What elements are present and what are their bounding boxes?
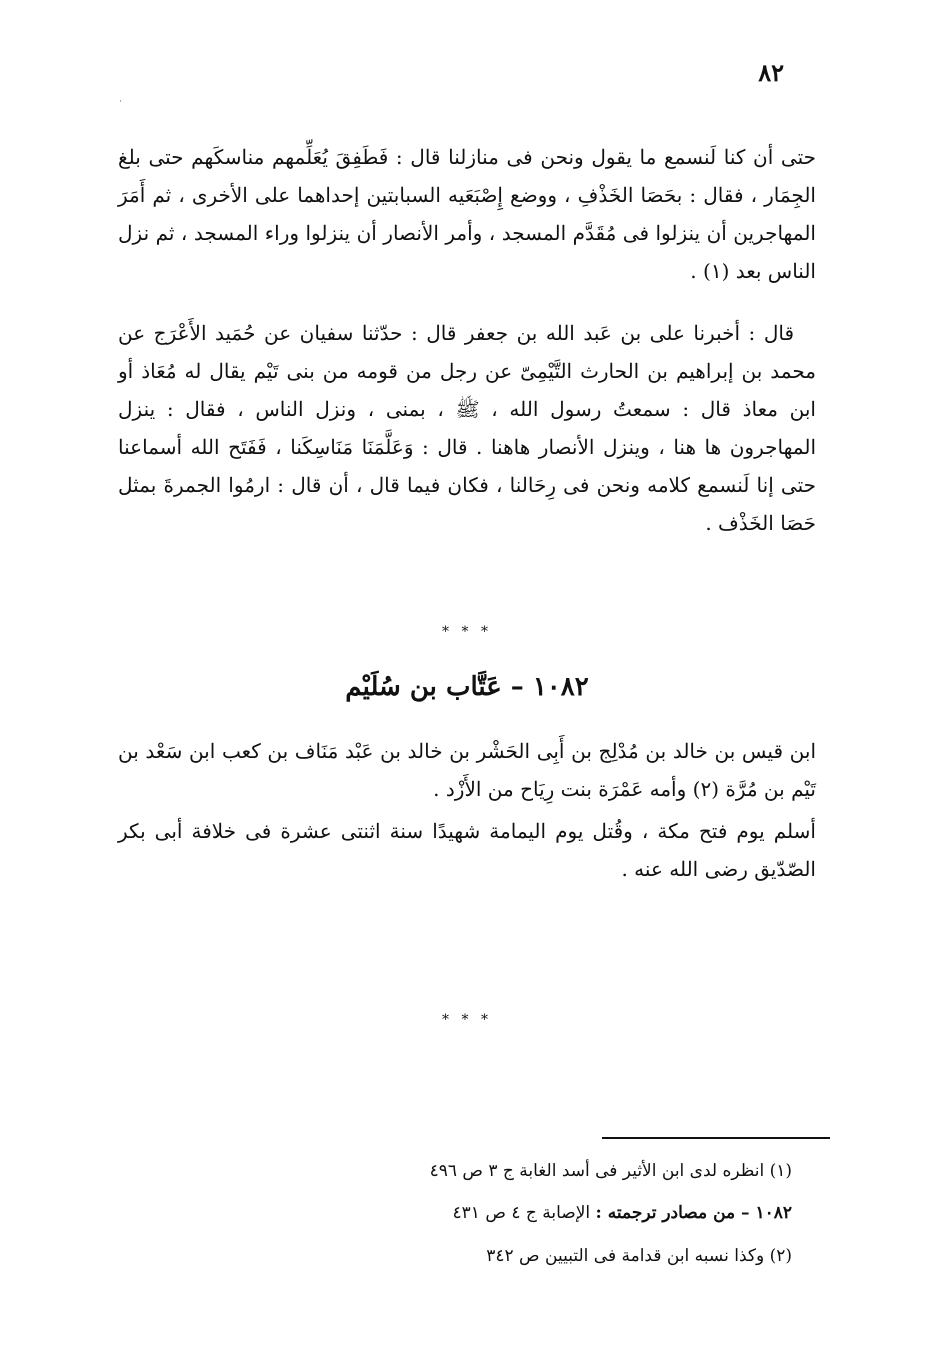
section-separator: * * * xyxy=(442,624,492,640)
page-number: ٨٢ xyxy=(758,58,784,87)
paragraph-text: ابن قيس بن خالد بن مُدْلِج بن أَبِى الحَشْر بن خالد بن عَبْد مَنَاف بن كعب ابن سَعْد بن تَيْم بن مُرَّة (٢) وأمه عَمْرَة بنت رِيَاح من الأَزْد . xyxy=(118,739,816,801)
footnote-sources-heading: ١٠٨٢ – من مصادر ترجمته : xyxy=(595,1203,792,1223)
scan-speck: ˙ xyxy=(118,100,123,111)
hadith-paragraph-2 xyxy=(118,314,816,542)
biography-paragraph-2 xyxy=(118,812,816,888)
paragraph-text: قال : أخبرنا على بن عَبد الله بن جعفر قال : حدّثنا سفيان عن حُمَيد الأَعْرَج عن محمد بن إبراهيم بن الحارث التَّيْمِىّ عن رجل من قومه من بنى تَيْم يقال له مُعَاذ أو ابن معاذ قال : سمعتُ رسول الله ، ﷺ ، بمنى ، ونزل الناس ، فقال : ينزل المهاجرون ها هنا ، وينزل الأنصار هاهنا . قال : وَعَلَّمَنَا مَنَاسِكَنا ، فَفَتَح الله أسماعنا حتى إنا لَنسمع كلامه ونحن فى رِحَالنا ، فكان فيما قال ، أن قال : ارمُوا الجمرةَ بمثل حَصَا الخَذْف . xyxy=(118,321,817,535)
biography-paragraph-1 xyxy=(118,732,816,808)
hadith-paragraph-1 xyxy=(118,138,816,290)
footnote-sources-text: الإصابة ج ٤ ص ٤٣١ xyxy=(452,1203,596,1223)
footnote-rule xyxy=(602,1137,830,1139)
footnote-1: (١) انظره لدى ابن الأثير فى أسد الغابة ج ٣ ص ٤٩٦ xyxy=(429,1161,792,1181)
section-separator: * * * xyxy=(442,1012,492,1028)
paragraph-text: أسلم يوم فتح مكة ، وقُتل يوم اليمامة شهيدًا سنة اثنتى عشرة فى خلافة أبى بكر الصّدّيق رضى الله عنه . xyxy=(118,819,816,881)
entry-heading: ١٠٨٢ – عَتَّاب بن سُلَيْم xyxy=(345,672,589,702)
footnote-2: (٢) وكذا نسبه ابن قدامة فى التبيين ص ٣٤٢ xyxy=(486,1246,792,1266)
footnote-sources xyxy=(132,1200,792,1226)
paragraph-text: حتى أن كنا لَنسمع ما يقول ونحن فى منازلنا قال : فَطَفِقَ يُعَلِّمهم مناسكَهم حتى بلغ الجِمَار ، فقال : بحَصَا الخَذْفِ ، ووضع إِصْبَعَيه السبابتين إحداهما على الأخرى ، ثم أَمَرَ المهاجرين أن ينزلوا فى مُقَدَّم المسجد ، وأمر الأنصار أن ينزلوا وراء المسجد ، ثم نزل الناس بعد (١) . xyxy=(118,145,816,283)
